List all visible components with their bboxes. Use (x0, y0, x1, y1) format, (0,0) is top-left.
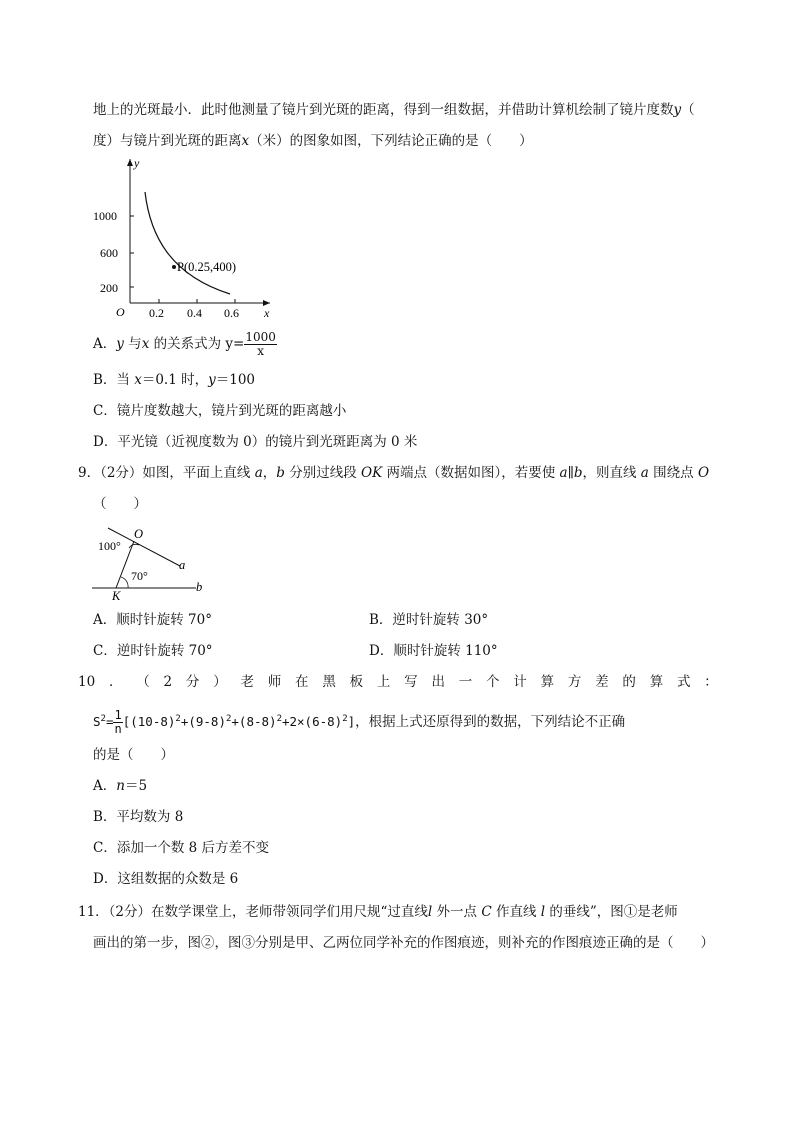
q9-answer-paren: （ ） (93, 496, 147, 512)
angle-100-label: 100° (98, 539, 121, 553)
q10-stem-line1: 10 ． （ 2 分 ） 老 师 在 黑 板 上 写 出 一 个 计 算 方 差 的 算 式 ： (78, 674, 718, 690)
point-O-label: O (134, 527, 144, 541)
q8-option-C[interactable]: C．镜片度数越大，镜片到光斑的距离越小 (93, 403, 347, 419)
q8-option-B[interactable]: B．当 x＝0.1 时，y＝100 (93, 372, 256, 388)
q8-stem-line1: 地上的光斑最小．此时他测量了镜片到光斑的距离，得到一组数据，并借助计算机绘制了镜片度数y（ (93, 102, 695, 118)
q9-option-A[interactable]: A．顺时针旋转 70° (93, 612, 212, 628)
q10-option-B[interactable]: B．平均数为 8 (93, 809, 184, 825)
q9-option-D[interactable]: D．顺时针旋转 110° (369, 643, 498, 659)
point-K-label: K (112, 589, 121, 602)
q8-option-A-fraction: $\frac{1000}{x}$ (245, 330, 276, 358)
q8-stem-line2: 度）与镜片到光斑的距离x（米）的图象如图，下列结论正确的是（ ） (93, 133, 533, 149)
x-axis-label: x (264, 306, 270, 320)
q9-option-C[interactable]: C．逆时针旋转 70° (93, 643, 213, 659)
line-a-label: a (179, 558, 186, 572)
y-axis-arrow (127, 159, 133, 166)
q10-stem-line3: 的是（ ） (93, 747, 174, 763)
angle-arc-100 (129, 544, 139, 548)
angle-arc-70 (121, 577, 128, 588)
q10-formula-line: $S^2=$ $\frac{1}{n}$ $[(10-8)^2+(9-8)^2+(8-8)^2+2\times(6-8)^2]$，根据上式还原得到的数据，下列结论不正确 (93, 708, 626, 737)
y-axis-label: y (134, 156, 140, 170)
q10-option-C[interactable]: C．添加一个数 8 后方差不变 (93, 840, 270, 856)
q9-line-figure (88, 520, 213, 602)
y-tick-label: 1000 (93, 209, 117, 223)
point-P (172, 265, 176, 269)
line-b-label: b (196, 580, 203, 594)
q9-stem: 9．（2分）如图，平面上直线 a，b 分别过线段 OK 两端点（数据如图），若要使 a∥b，则直线 a 围绕点 O (78, 465, 710, 481)
q11-stem-line1: 11．（2分）在数学课堂上，老师带领同学们用尺规“过直线l 外一点 C 作直线 l 的垂线”，图①是老师 (78, 904, 678, 920)
q10-option-A[interactable]: A．n＝5 (93, 778, 148, 794)
x-tick-label: 0.4 (187, 306, 202, 320)
x-tick-label: 0.2 (149, 306, 164, 320)
q9-option-B[interactable]: B．逆时针旋转 30° (369, 612, 489, 628)
q8-function-graph (90, 155, 290, 320)
q11-stem-line2: 画出的第一步，图②，图③分别是甲、乙两位同学补充的作图痕迹，则补充的作图痕迹正确的是（ ） (93, 935, 714, 951)
x-tick-label: 0.6 (224, 306, 239, 320)
point-P-label: P(0.25,400) (177, 260, 237, 274)
q8-option-A[interactable]: A．y 与x 的关系式为 y= $\frac{1000}{x}$ (93, 330, 276, 358)
y-tick-label: 600 (100, 246, 118, 260)
angle-70-label: 70° (131, 569, 148, 583)
q10-formula: $S^2=$ $\frac{1}{n}$ $[(10-8)^2+(9-8)^2+(8-8)^2+2\times(6-8)^2]$ (93, 708, 356, 737)
q8-option-D[interactable]: D．平光镜（近视度数为 0）的镜片到光斑距离为 0 米 (93, 434, 418, 450)
y-tick-label: 200 (100, 281, 118, 295)
origin-label: O (116, 305, 125, 319)
q10-option-D[interactable]: D．这组数据的众数是 6 (93, 871, 239, 887)
hyperbola-curve (145, 192, 230, 294)
